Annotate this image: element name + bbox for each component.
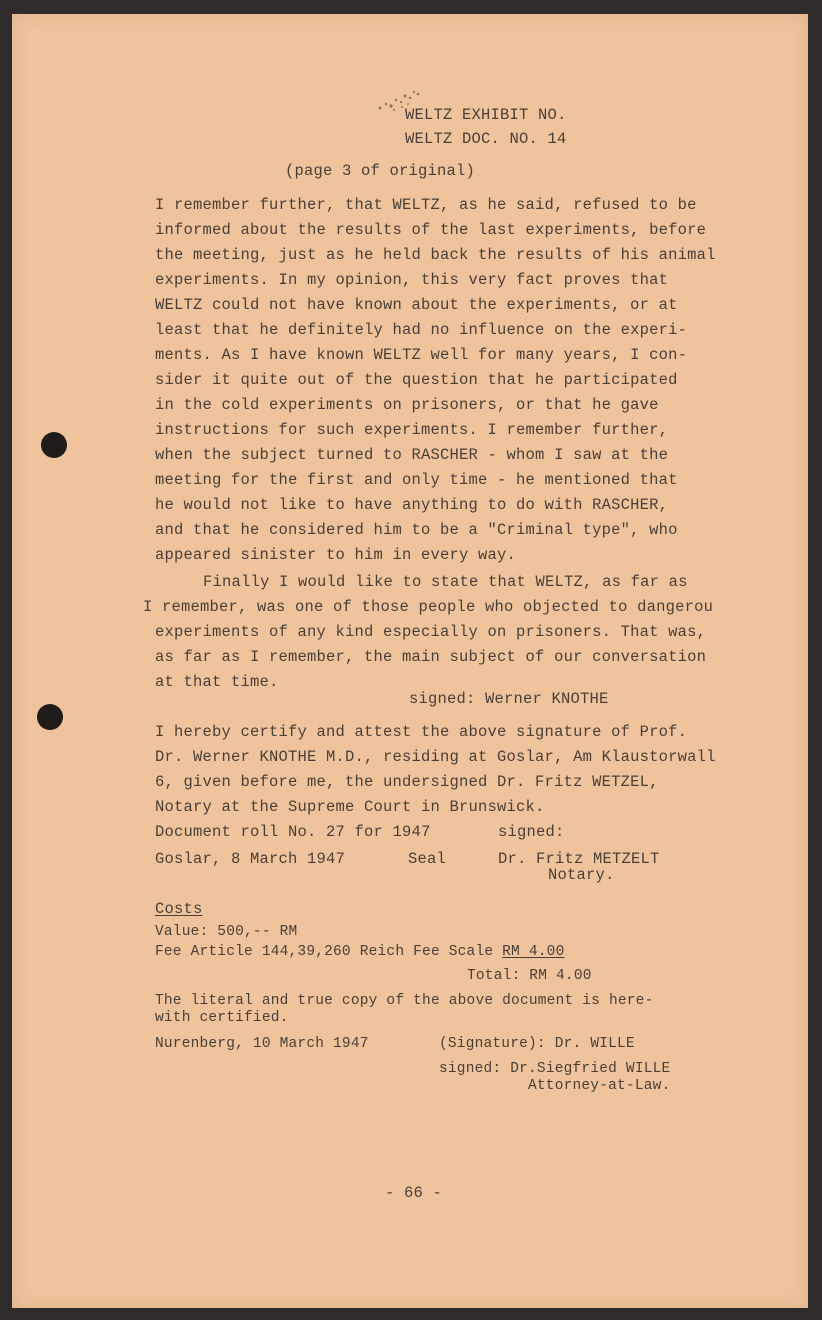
- text-line: WELTZ could not have known about the experiments, or at: [155, 296, 678, 314]
- document-page: [12, 14, 808, 1308]
- text-line: appeared sinister to him in every way.: [155, 546, 517, 564]
- fee-label: Fee Article 144,39,260 Reich Fee Scale: [155, 944, 503, 960]
- text-line: ments. As I have known WELTZ well for many years, I con-: [155, 346, 688, 364]
- text-line: Dr. Werner KNOTHE M.D., residing at Goslar, Am Klaustorwall: [155, 748, 716, 766]
- text-line: and that he considered him to be a "Criminal type", who: [155, 521, 678, 539]
- costs-value: Value: 500,-- RM: [155, 924, 298, 940]
- text-line: The literal and true copy of the above document is here-: [155, 993, 654, 1009]
- place-date: Goslar, 8 March 1947: [155, 850, 346, 868]
- text-line: informed about the results of the last experiments, before: [155, 221, 707, 239]
- text-line: 6, given before me, the undersigned Dr. Fritz WETZEL,: [155, 773, 659, 791]
- document-number: WELTZ DOC. NO. 14: [405, 130, 567, 148]
- text-line: I remember further, that WELTZ, as he said, refused to be: [155, 196, 697, 214]
- text-line: Finally I would like to state that WELTZ, as far as: [203, 573, 688, 591]
- page-number: - 66 -: [385, 1184, 443, 1202]
- text-line: at that time.: [155, 673, 279, 691]
- text-line: when the subject turned to RASCHER - whom I saw at the: [155, 446, 669, 464]
- text-line: least that he definitely had no influence on the experi-: [155, 321, 688, 339]
- text-line: meeting for the first and only time - he mentioned that: [155, 471, 678, 489]
- text-line: instructions for such experiments. I remember further,: [155, 421, 669, 439]
- text-line: with certified.: [155, 1010, 289, 1026]
- exhibit-number: WELTZ EXHIBIT NO.: [405, 106, 567, 124]
- text-line: I hereby certify and attest the above signature of Prof.: [155, 723, 688, 741]
- text-line: the meeting, just as he held back the results of his animal: [155, 246, 716, 264]
- fee-amount: RM 4.00: [502, 944, 565, 960]
- copy-title: Attorney-at-Law.: [528, 1078, 671, 1094]
- punch-hole: [41, 432, 67, 458]
- costs-total: Total: RM 4.00: [467, 968, 592, 984]
- costs-fee: [155, 942, 564, 962]
- text-line: sider it quite out of the question that he participated: [155, 371, 678, 389]
- copy-signature: (Signature): Dr. WILLE: [439, 1036, 635, 1052]
- text-line: in the cold experiments on prisoners, or that he gave: [155, 396, 659, 414]
- costs-heading: Costs: [155, 900, 203, 918]
- notary-name: Dr. Fritz METZELT: [498, 850, 660, 868]
- copy-place-date: Nurenberg, 10 March 1947: [155, 1036, 369, 1052]
- text-line: experiments. In my opinion, this very fact proves that: [155, 271, 669, 289]
- signed-label: signed:: [498, 823, 565, 841]
- punch-hole: [37, 704, 63, 730]
- text-line: Notary at the Supreme Court in Brunswick.: [155, 798, 545, 816]
- text-line: as far as I remember, the main subject of our conversation: [155, 648, 707, 666]
- signature-knothe: signed: Werner KNOTHE: [409, 690, 609, 708]
- text-line: I remember, was one of those people who objected to dangerou: [143, 598, 714, 616]
- text-line: experiments of any kind especially on prisoners. That was,: [155, 623, 707, 641]
- notary-title: Notary.: [548, 866, 615, 884]
- document-roll: Document roll No. 27 for 1947: [155, 823, 431, 841]
- copy-signed: signed: Dr.Siegfried WILLE: [439, 1061, 671, 1077]
- seal-label: Seal: [408, 850, 447, 868]
- text-line: he would not like to have anything to do with RASCHER,: [155, 496, 669, 514]
- page-reference: (page 3 of original): [285, 162, 476, 180]
